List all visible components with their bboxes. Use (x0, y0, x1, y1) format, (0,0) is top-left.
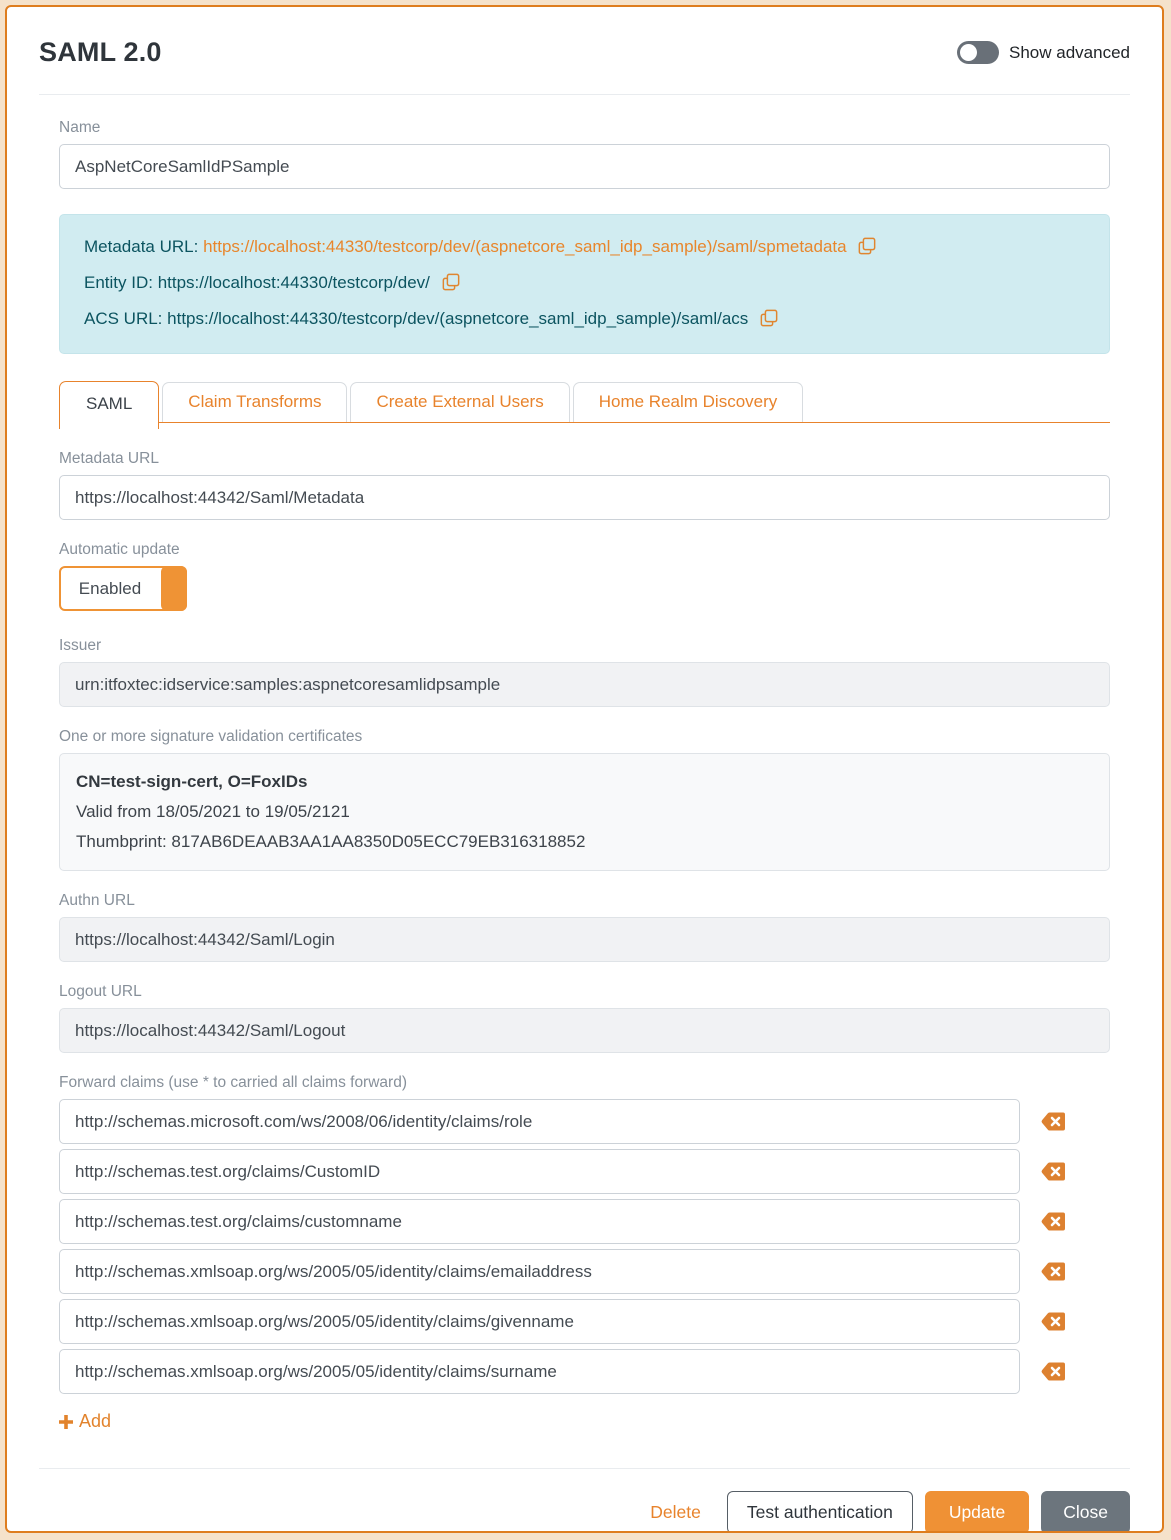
metadata-url-input[interactable] (59, 475, 1110, 520)
claim-input[interactable] (59, 1149, 1020, 1194)
plus-icon (59, 1415, 73, 1429)
backspace-delete-icon (1040, 1211, 1066, 1232)
update-button[interactable]: Update (925, 1491, 1029, 1534)
copy-icon[interactable] (760, 305, 778, 338)
backspace-delete-icon (1040, 1261, 1066, 1282)
authn-url-label: Authn URL (59, 892, 135, 909)
metadata-url-field-group (59, 450, 1110, 520)
test-authentication-button[interactable]: Test authentication (727, 1491, 913, 1534)
certificate-validity: Valid from 18/05/2021 to 19/05/2121 (76, 802, 350, 821)
entity-id-line (84, 266, 1085, 302)
claim-input[interactable] (59, 1299, 1020, 1344)
footer (39, 1469, 1130, 1534)
metadata-url-field-label: Metadata URL (59, 450, 159, 467)
toggle-knob-icon (960, 44, 977, 61)
copy-icon[interactable] (858, 233, 876, 266)
delete-claim-button[interactable] (1040, 1211, 1066, 1232)
issuer-field-group (59, 637, 1110, 707)
metadata-url-label: Metadata URL: (84, 237, 199, 256)
name-label: Name (59, 119, 101, 136)
close-button[interactable]: Close (1041, 1491, 1130, 1534)
certificates-label: One or more signature validation certificates (59, 728, 363, 745)
toggle-handle-icon (161, 566, 187, 611)
show-advanced-label: Show advanced (1009, 42, 1130, 62)
backspace-delete-icon (1040, 1111, 1066, 1132)
delete-button[interactable]: Delete (650, 1501, 701, 1522)
show-advanced-toggle-group (957, 41, 1130, 64)
forward-claims-group (59, 1074, 1110, 1434)
name-field-group (59, 119, 1110, 189)
backspace-delete-icon (1040, 1361, 1066, 1382)
delete-claim-button[interactable] (1040, 1361, 1066, 1382)
saml-config-card (5, 5, 1164, 1533)
delete-claim-button[interactable] (1040, 1261, 1066, 1282)
add-claim-link[interactable] (59, 1411, 111, 1432)
saml-endpoints-info-box (59, 214, 1110, 354)
metadata-url-link[interactable]: https://localhost:44330/testcorp/dev/(aspnetcore_saml_idp_sample)/saml/spmetadata (203, 237, 847, 256)
copy-icon[interactable] (442, 269, 460, 302)
issuer-input[interactable] (59, 662, 1110, 707)
claim-row (59, 1149, 1110, 1194)
tab-claim-transforms[interactable]: Claim Transforms (162, 382, 347, 422)
logout-url-field-group (59, 983, 1110, 1053)
show-advanced-toggle[interactable] (957, 41, 999, 64)
authn-url-field-group (59, 892, 1110, 962)
backspace-delete-icon (1040, 1161, 1066, 1182)
tab-bar (59, 381, 1110, 423)
claim-row (59, 1299, 1110, 1344)
name-input[interactable] (59, 144, 1110, 189)
backspace-delete-icon (1040, 1311, 1066, 1332)
logout-url-label: Logout URL (59, 983, 142, 1000)
add-claim-label: Add (79, 1411, 112, 1431)
claim-row (59, 1199, 1110, 1244)
claim-row (59, 1099, 1110, 1144)
claim-input[interactable] (59, 1349, 1020, 1394)
acs-url-value: https://localhost:44330/testcorp/dev/(aspnetcore_saml_idp_sample)/saml/acs (167, 309, 749, 328)
tab-home-realm-discovery[interactable]: Home Realm Discovery (573, 382, 804, 422)
certificate-thumbprint: Thumbprint: 817AB6DEAAB3AA1AA8350D05ECC79EB316318852 (76, 832, 586, 851)
tab-saml[interactable]: SAML (59, 381, 159, 429)
delete-claim-button[interactable] (1040, 1311, 1066, 1332)
claim-row (59, 1249, 1110, 1294)
automatic-update-toggle[interactable] (59, 566, 187, 611)
automatic-update-value: Enabled (78, 578, 142, 598)
delete-claim-button[interactable] (1040, 1161, 1066, 1182)
authn-url-input[interactable] (59, 917, 1110, 962)
metadata-url-line (84, 230, 1085, 266)
header-divider (39, 94, 1130, 95)
acs-url-line (84, 302, 1085, 338)
certificate-subject: CN=test-sign-cert, O=FoxIDs (76, 772, 308, 791)
certificate-box (59, 753, 1110, 871)
automatic-update-label: Automatic update (59, 541, 180, 558)
issuer-label: Issuer (59, 637, 102, 654)
tab-create-external-users[interactable]: Create External Users (350, 382, 569, 422)
claim-input[interactable] (59, 1249, 1020, 1294)
header (39, 37, 1130, 68)
delete-claim-button[interactable] (1040, 1111, 1066, 1132)
page-title: SAML 2.0 (39, 37, 162, 67)
acs-url-label: ACS URL: (84, 309, 163, 328)
certificates-group (59, 728, 1110, 871)
logout-url-input[interactable] (59, 1008, 1110, 1053)
entity-id-value: https://localhost:44330/testcorp/dev/ (157, 273, 430, 292)
claim-input[interactable] (59, 1099, 1020, 1144)
forward-claims-label: Forward claims (use * to carried all claims forward) (59, 1074, 407, 1091)
claim-row (59, 1349, 1110, 1394)
automatic-update-group (59, 541, 1110, 616)
claim-input[interactable] (59, 1199, 1020, 1244)
entity-id-label: Entity ID: (84, 273, 153, 292)
